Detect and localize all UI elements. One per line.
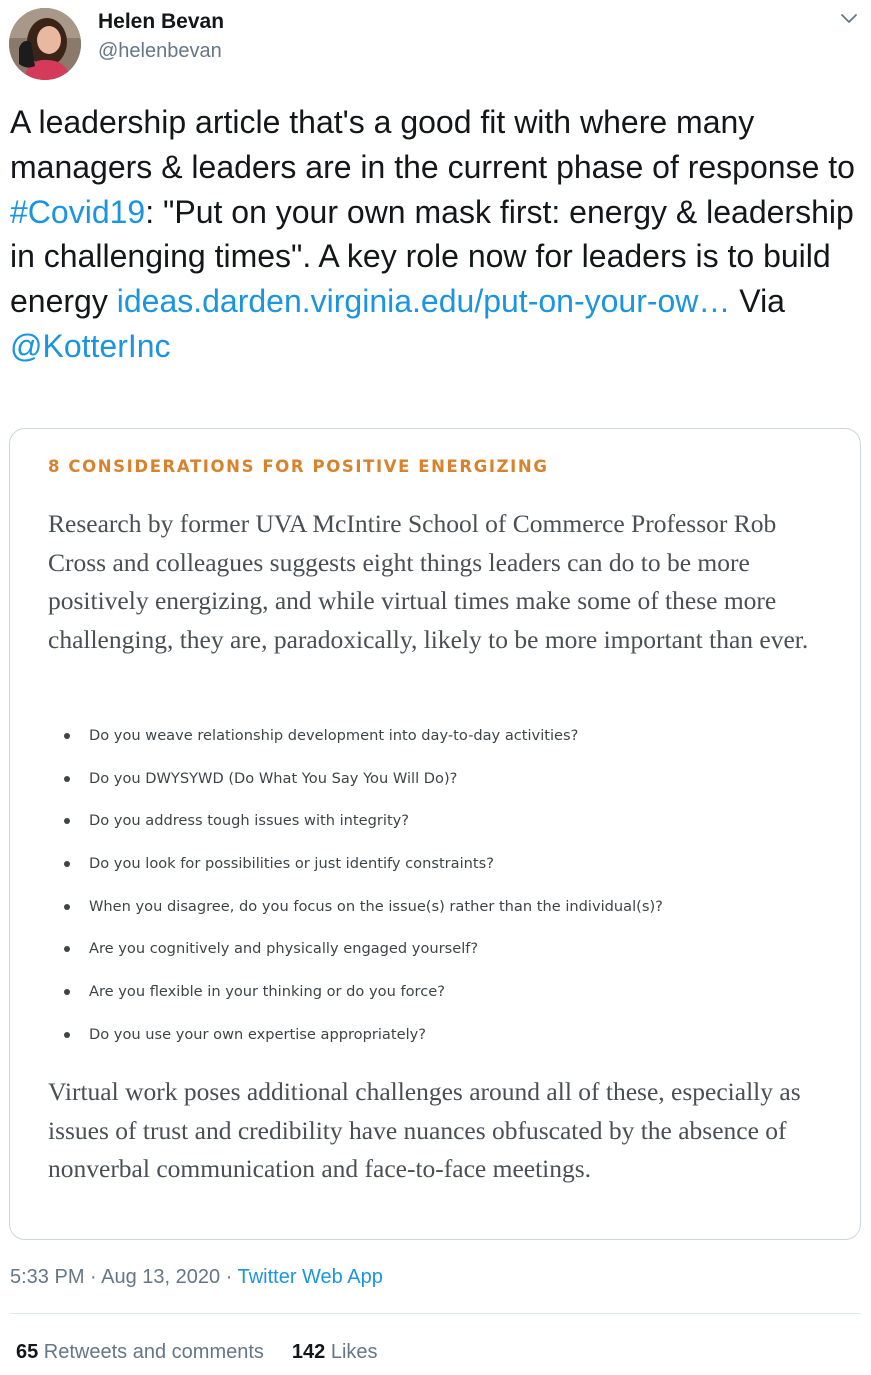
- hashtag-link[interactable]: #Covid19: [10, 193, 146, 230]
- list-item: [62, 983, 842, 1026]
- bullet-icon: [64, 946, 70, 952]
- media-image[interactable]: [9, 428, 861, 1240]
- retweets-count: 65: [16, 1341, 39, 1363]
- list-item: [62, 727, 842, 770]
- list-item-text: Do you use your own expertise appropriately?: [89, 1025, 427, 1043]
- list-item: [62, 898, 842, 941]
- bullet-icon: [64, 904, 70, 910]
- tweet-stats: [16, 1341, 406, 1364]
- list-item: [62, 1026, 842, 1069]
- list-item-text: Do you DWYSYWD (Do What You Say You Will Do)?: [89, 769, 458, 787]
- list-item: [62, 940, 842, 983]
- author-name[interactable]: Helen Bevan: [98, 10, 225, 33]
- list-item-text: Are you cognitively and physically engaged yourself?: [89, 940, 479, 958]
- tweet-text: [10, 100, 860, 369]
- tweet-text-part: : "Put on your own mask first: energy & leadership in challenging times". A key role now for leaders is to build energy: [10, 193, 854, 320]
- tweet-meta: [10, 1266, 383, 1289]
- article-excerpt: [10, 429, 860, 1239]
- bullet-icon: [64, 861, 70, 867]
- excerpt-heading: 8 CONSIDERATIONS FOR POSITIVE ENERGIZING: [48, 457, 549, 476]
- likes-count: 142: [291, 1341, 326, 1363]
- tweet-date[interactable]: Aug 13, 2020: [101, 1266, 221, 1288]
- excerpt-intro: Research by former UVA McIntire School of Commerce Professor Rob Cross and colleagues suggests eight things leaders can do to be more positively energizing, and while virtual times make some of these more challenging, they are, paradoxically, likely to be more important than ever.: [48, 509, 809, 654]
- meta-separator: ·: [84, 1266, 102, 1288]
- avatar[interactable]: [9, 8, 81, 80]
- list-item-text: Do you weave relationship development into day-to-day activities?: [89, 727, 579, 744]
- retweets-label: Retweets and comments: [38, 1341, 264, 1363]
- retweets-stat[interactable]: [16, 1341, 264, 1363]
- list-item-text: When you disagree, do you focus on the issue(s) rather than the individual(s)?: [89, 897, 663, 915]
- list-item: [62, 770, 842, 813]
- list-item-text: Are you flexible in your thinking or do you force?: [89, 983, 445, 1001]
- tweet-text-part: A leadership article that's a good fit with where many managers & leaders are in the current phase of response to: [10, 104, 855, 185]
- likes-label: Likes: [325, 1341, 378, 1363]
- bullet-icon: [64, 733, 70, 739]
- avatar-photo: [9, 8, 81, 80]
- list-item-text: Do you look for possibilities or just identify constraints?: [89, 855, 495, 873]
- source-app-link[interactable]: Twitter Web App: [237, 1266, 383, 1288]
- meta-separator: ·: [220, 1266, 238, 1288]
- list-item-text: Do you address tough issues with integrity?: [89, 812, 410, 830]
- likes-stat[interactable]: [292, 1341, 378, 1363]
- mention-link[interactable]: @KotterInc: [10, 327, 171, 364]
- divider: [10, 1313, 861, 1314]
- bullet-icon: [64, 818, 70, 824]
- tweet-text-part: Via: [730, 283, 785, 320]
- bullet-icon: [64, 1032, 70, 1038]
- article-link[interactable]: ideas.darden.virginia.edu/put-on-your-ow…: [116, 283, 731, 320]
- considerations-list: [62, 727, 842, 1069]
- bullet-icon: [64, 989, 70, 995]
- author-handle[interactable]: @helenbevan: [98, 40, 222, 62]
- excerpt-outro: Virtual work poses additional challenges around all of these, especially as issues of trust and credibility have nuances obfuscated by the absence of nonverbal communication and face-to-face meetings.: [48, 1077, 801, 1184]
- chevron-down-icon[interactable]: [839, 10, 859, 28]
- bullet-icon: [64, 776, 70, 782]
- tweet-time[interactable]: 5:33 PM: [10, 1266, 85, 1288]
- list-item: [62, 855, 842, 898]
- list-item: [62, 812, 842, 855]
- tweet-header: [0, 0, 871, 90]
